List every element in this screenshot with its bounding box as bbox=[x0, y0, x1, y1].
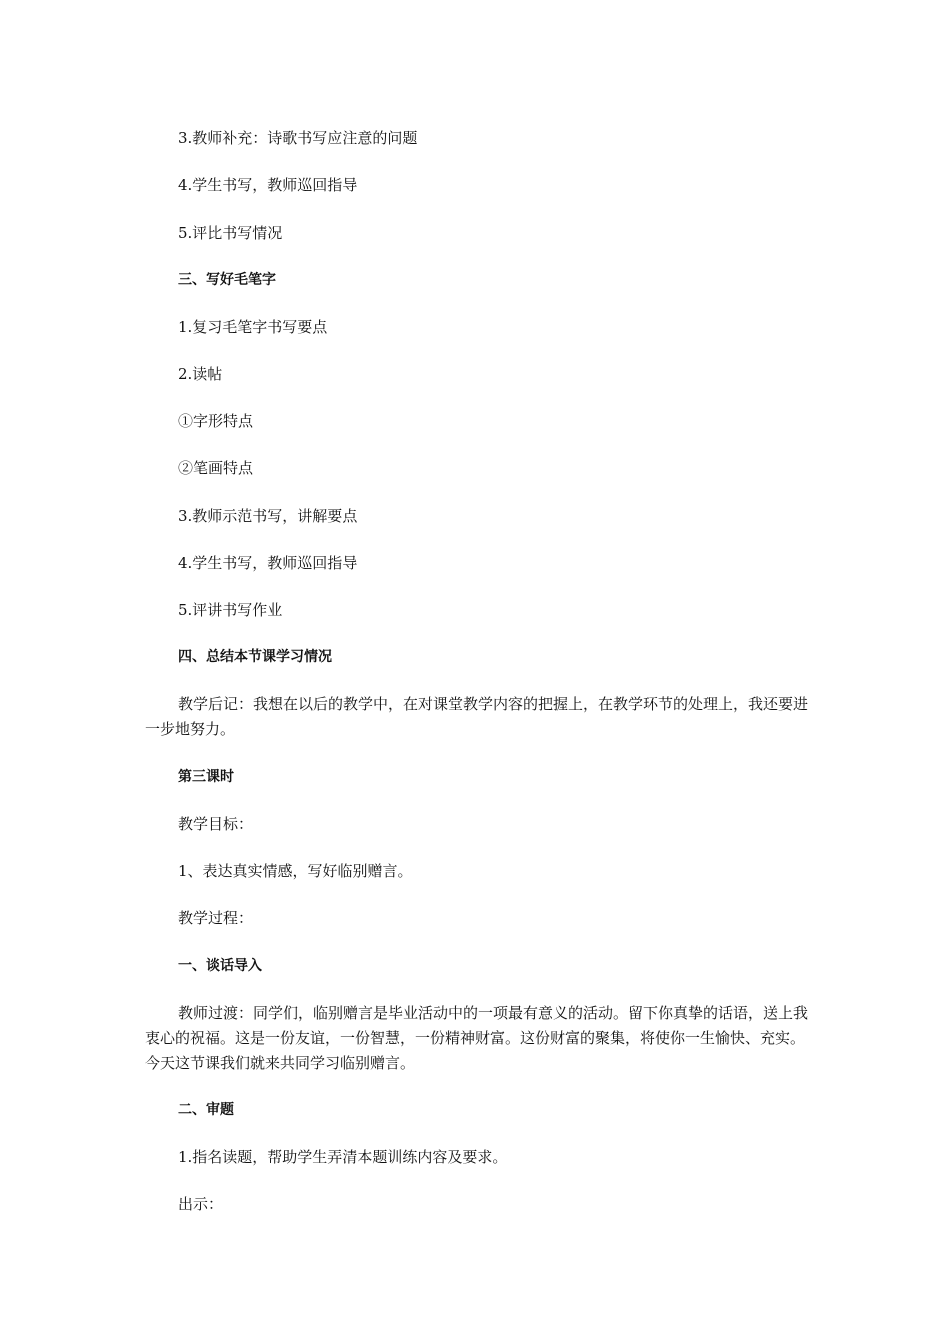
paragraph: ①字形特点 bbox=[178, 412, 254, 430]
paragraph: 3.教师补充：诗歌书写应注意的问题 bbox=[178, 129, 418, 147]
paragraph: 教学目标： bbox=[178, 815, 254, 833]
paragraph: 3.教师示范书写，讲解要点 bbox=[178, 507, 358, 525]
paragraph: 5.评讲书写作业 bbox=[178, 601, 283, 619]
section-heading: 三、写好毛笔字 bbox=[178, 272, 276, 288]
paragraph: 出示： bbox=[178, 1195, 224, 1213]
paragraph: 教学后记：我想在以后的教学中，在对课堂教学内容的把握上，在教学环节的处理上，我还要进一步地努力。 bbox=[145, 695, 809, 738]
paragraph: 教学过程： bbox=[178, 909, 254, 927]
paragraph: 4.学生书写，教师巡回指导 bbox=[178, 176, 358, 194]
paragraph: 5.评比书写情况 bbox=[178, 224, 283, 242]
paragraph: ②笔画特点 bbox=[178, 459, 254, 477]
section-heading: 一、谈话导入 bbox=[178, 958, 262, 974]
paragraph: 1、表达真实情感，写好临别赠言。 bbox=[178, 862, 413, 880]
section-heading: 二、审题 bbox=[178, 1102, 234, 1118]
section-heading: 四、总结本节课学习情况 bbox=[178, 649, 332, 665]
lesson-heading: 第三课时 bbox=[178, 769, 234, 785]
paragraph: 1.复习毛笔字书写要点 bbox=[178, 318, 328, 336]
paragraph: 1.指名读题，帮助学生弄清本题训练内容及要求。 bbox=[178, 1148, 508, 1166]
paragraph: 教师过渡：同学们，临别赠言是毕业活动中的一项最有意义的活动。留下你真挚的话语，送上我衷心的祝福。这是一份友谊，一份智慧，一份精神财富。这份财富的聚集，将使你一生愉快、充实。今天这节课我们就来共同学习临别赠言。 bbox=[145, 1004, 809, 1072]
paragraph: 4.学生书写，教师巡回指导 bbox=[178, 554, 358, 572]
paragraph: 2.读帖 bbox=[178, 365, 223, 383]
